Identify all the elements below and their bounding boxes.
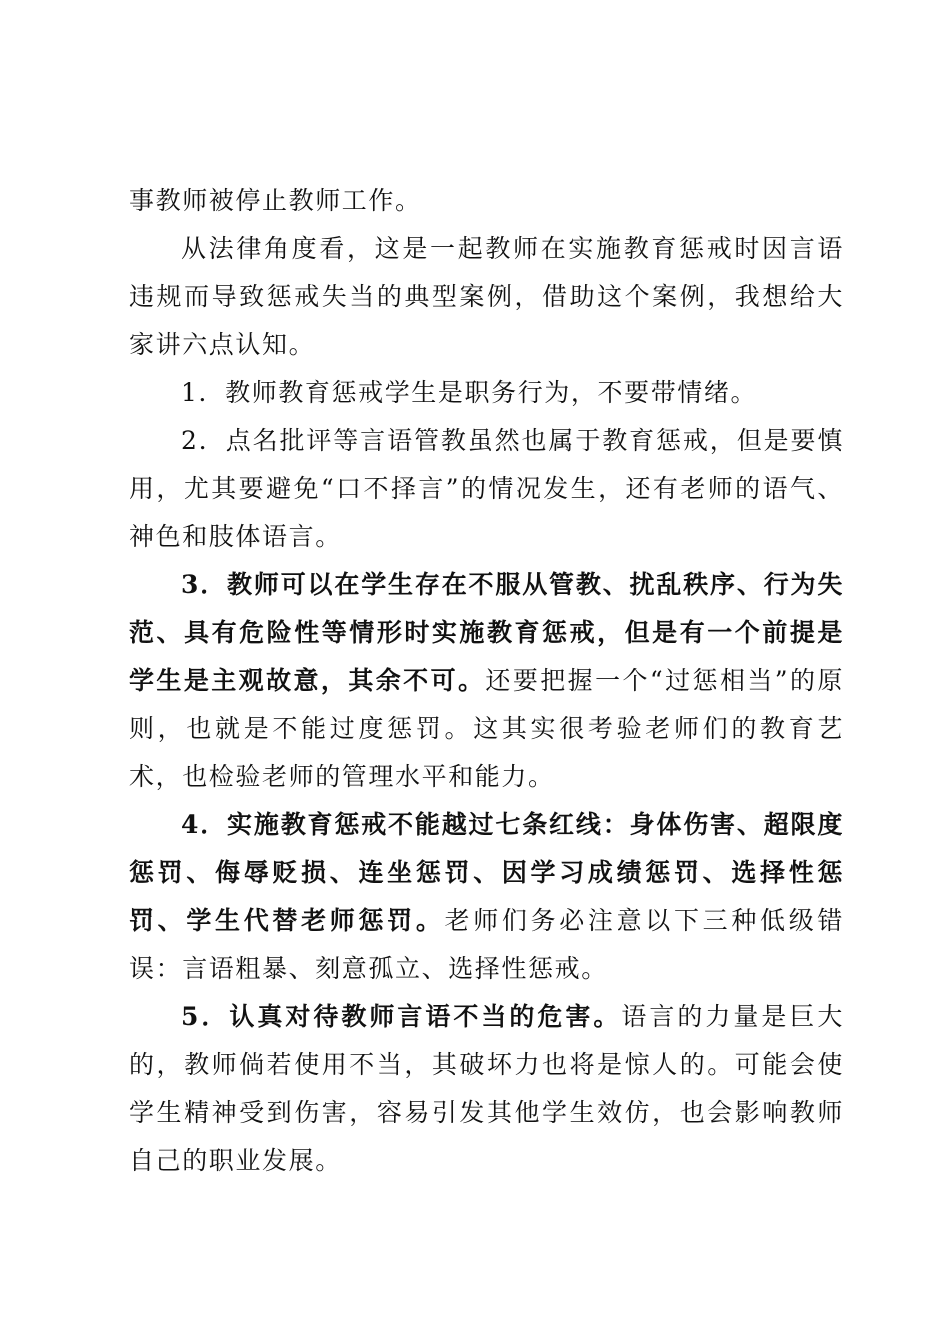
text-run: 老师们务必注意以下三种低级错误：言语粗暴、刻意孤立、选择性惩戒。	[129, 906, 844, 983]
paragraph-continuation	[129, 177, 844, 225]
paragraph-point-3	[129, 561, 844, 801]
paragraph-point-1	[129, 369, 844, 417]
text-run: 1．教师教育惩戒学生是职务行为，不要带情绪。	[181, 378, 758, 407]
text-run: 语言的力量是巨大的，教师倘若使用不当，其破坏力也将是惊人的。可能会使学生精神受到伤害，容易引发其他学生效仿，也会影响教师自己的职业发展。	[129, 1002, 844, 1175]
text-run: 还要把握一个“过惩相当”的原则，也就是不能过度惩罚。这其实很考验老师们的教育艺术，也检验老师的管理水平和能力。	[129, 666, 844, 791]
paragraph-point-2	[129, 417, 844, 561]
paragraph-point-5	[129, 993, 844, 1185]
bold-text-run: 3．教师可以在学生存在不服从管教、扰乱秩序、行为失范、具有危险性等情形时实施教育惩戒，但是有一个前提是学生是主观故意，其余不可。	[129, 570, 844, 695]
text-run: 事教师被停止教师工作。	[129, 186, 422, 215]
bold-text-run: 4．实施教育惩戒不能越过七条红线：身体伤害、超限度惩罚、侮辱贬损、连坐惩罚、因学习成绩惩罚、选择性惩罚、学生代替老师惩罚。	[129, 810, 844, 935]
text-run: 从法律角度看，这是一起教师在实施教育惩戒时因言语违规而导致惩戒失当的典型案例，借助这个案例，我想给大家讲六点认知。	[129, 234, 844, 359]
paragraph-point-4	[129, 801, 844, 993]
paragraph-legal-perspective	[129, 225, 844, 369]
bold-text-run: 5．认真对待教师言语不当的危害。	[181, 1002, 622, 1031]
text-run: 2．点名批评等言语管教虽然也属于教育惩戒，但是要慎用，尤其要避免“口不择言”的情况发生，还有老师的语气、神色和肢体语言。	[129, 426, 844, 551]
